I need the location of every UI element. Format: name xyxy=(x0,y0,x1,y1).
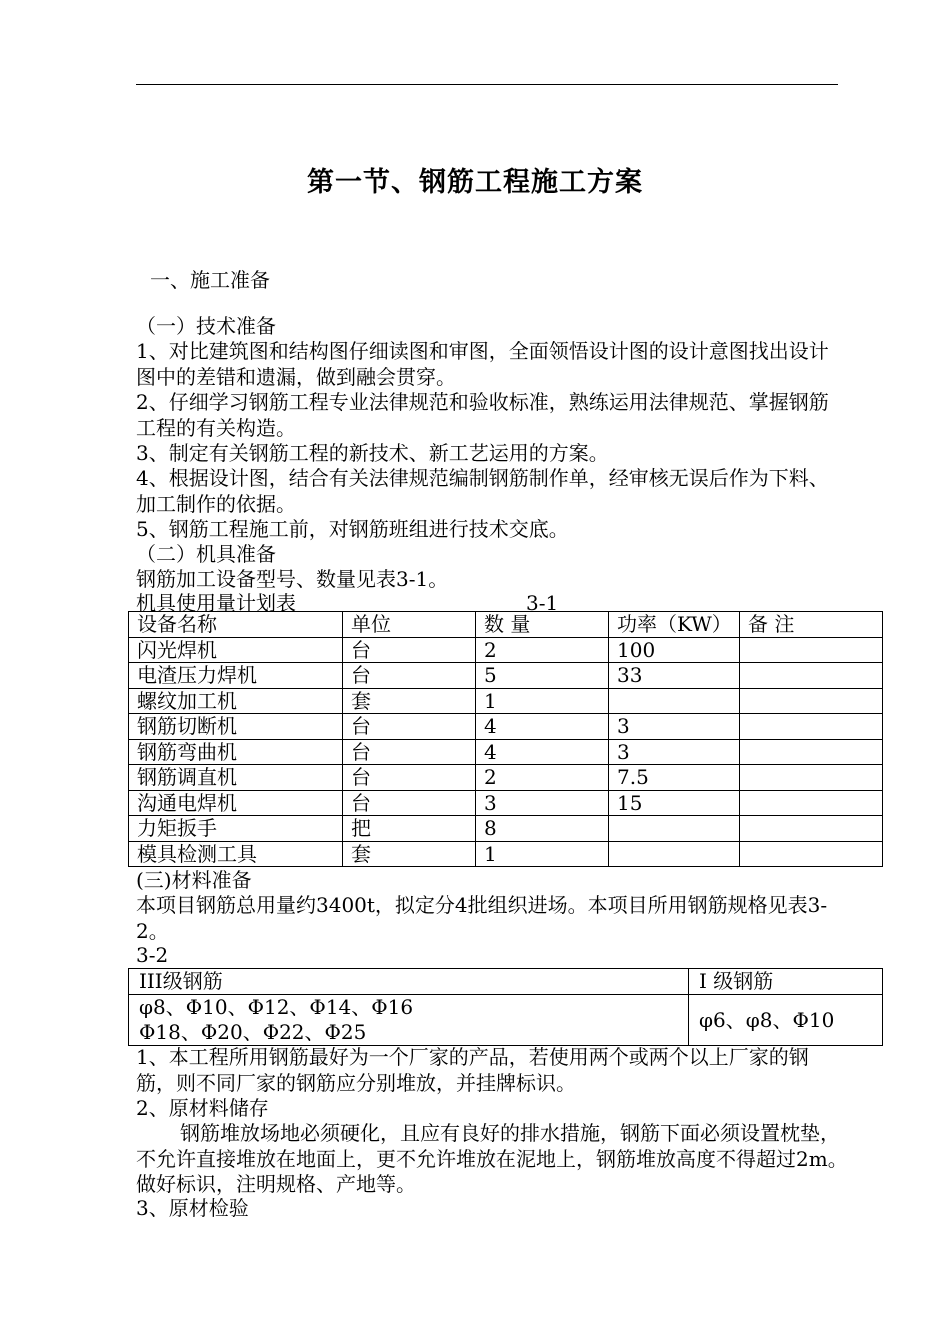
table-cell xyxy=(609,688,740,714)
table-row xyxy=(129,637,883,663)
table-row xyxy=(129,663,883,689)
table-cell: 2 xyxy=(476,765,609,791)
table-cell xyxy=(740,637,883,663)
page-title: 第一节、钢筋工程施工方案 xyxy=(307,167,643,198)
table-cell: 电渣压力焊机 xyxy=(129,663,343,689)
table-cell xyxy=(740,739,883,765)
table-header-row xyxy=(129,612,883,638)
table-row xyxy=(129,969,883,995)
table-cell: 套 xyxy=(343,841,476,867)
table-cell: 把 xyxy=(343,816,476,842)
table-header-cell: 备 注 xyxy=(740,612,883,638)
table-row xyxy=(129,714,883,740)
table-cell: 5 xyxy=(476,663,609,689)
tech-item-4: 4、根据设计图，结合有关法律规范编制钢筋制作单，经审核无误后作为下料、加工制作的依据。 xyxy=(136,466,829,516)
machinery-intro: 钢筋加工设备型号、数量见表3-1。 xyxy=(136,567,449,591)
table-cell: 3 xyxy=(609,714,740,740)
material-item-2-body: 钢筋堆放场地必须硬化，且应有良好的排水措施，钢筋下面必须设置枕垫，不允许直接堆放在地面上，更不允许堆放在泥地上，钢筋堆放高度不得超过2m。做好标识，注明规格、产地等。 xyxy=(136,1121,848,1196)
table-cell: 3 xyxy=(609,739,740,765)
table-header-cell: 功率（KW） xyxy=(609,612,740,638)
table-cell: 沟通电焊机 xyxy=(129,790,343,816)
rebar-spec-table xyxy=(128,968,883,1046)
table-cell: 台 xyxy=(343,765,476,791)
table-cell: 螺纹加工机 xyxy=(129,688,343,714)
table-cell xyxy=(740,663,883,689)
table-cell xyxy=(609,816,740,842)
material-item-1: 1、本工程所用钢筋最好为一个厂家的产品，若使用两个或两个以上厂家的钢筋，则不同厂家的钢筋应分别堆放，并挂牌标识。 xyxy=(136,1045,809,1095)
table-cell: 2 xyxy=(476,637,609,663)
table1-number: 3-1 xyxy=(526,591,559,615)
table-cell: 台 xyxy=(343,790,476,816)
spec-line: φ8、Φ10、Φ12、Φ14、Φ16 xyxy=(139,994,414,1019)
table-cell: 100 xyxy=(609,637,740,663)
table-cell: 模具检测工具 xyxy=(129,841,343,867)
table-cell: 钢筋切断机 xyxy=(129,714,343,740)
table-cell: 33 xyxy=(609,663,740,689)
table2-number: 3-2 xyxy=(136,943,169,967)
table-cell: 4 xyxy=(476,714,609,740)
subheading-material: (三)材料准备 xyxy=(136,868,252,892)
material-item-2-heading: 2、原材料储存 xyxy=(136,1096,269,1120)
table-cell xyxy=(740,714,883,740)
table-row xyxy=(129,688,883,714)
table-row xyxy=(129,816,883,842)
table-cell: 8 xyxy=(476,816,609,842)
table-cell xyxy=(740,816,883,842)
tech-item-5: 5、钢筋工程施工前，对钢筋班组进行技术交底。 xyxy=(136,517,569,541)
table-cell: 钢筋弯曲机 xyxy=(129,739,343,765)
table-cell: φ6、φ8、Φ10 xyxy=(689,994,883,1045)
table-header-cell: 设备名称 xyxy=(129,612,343,638)
table-cell: 套 xyxy=(343,688,476,714)
table-cell xyxy=(740,841,883,867)
table-cell: 1 xyxy=(476,688,609,714)
table-row xyxy=(129,739,883,765)
material-item-3-heading: 3、原材检验 xyxy=(136,1196,249,1220)
table-header-cell: I 级钢筋 xyxy=(689,969,883,995)
table1-caption: 机具使用量计划表 xyxy=(136,591,296,615)
subheading-technical: （一）技术准备 xyxy=(136,314,276,338)
table-header-cell: III级钢筋 xyxy=(129,969,689,995)
tech-item-3: 3、制定有关钢筋工程的新技术、新工艺运用的方案。 xyxy=(136,441,609,465)
table-header-cell: 数 量 xyxy=(476,612,609,638)
table-cell xyxy=(740,790,883,816)
table-cell: 4 xyxy=(476,739,609,765)
equipment-table xyxy=(128,611,883,867)
table-cell xyxy=(740,765,883,791)
table-header-cell: 单位 xyxy=(343,612,476,638)
table-cell: 台 xyxy=(343,739,476,765)
material-intro: 本项目钢筋总用量约3400t，拟定分4批组织进场。本项目所用钢筋规格见表3-2。 xyxy=(136,893,828,943)
table-cell: 台 xyxy=(343,663,476,689)
table-cell: 7.5 xyxy=(609,765,740,791)
table-cell xyxy=(740,688,883,714)
table-cell: 3 xyxy=(476,790,609,816)
table-cell: 台 xyxy=(343,714,476,740)
table-cell: 台 xyxy=(343,637,476,663)
tech-item-1: 1、对比建筑图和结构图仔细读图和审图，全面领悟设计图的设计意图找出设计图中的差错和遗漏，做到融会贯穿。 xyxy=(136,339,829,389)
table-row xyxy=(129,790,883,816)
subheading-machinery: （二）机具准备 xyxy=(136,542,276,566)
table-cell: 1 xyxy=(476,841,609,867)
table-cell xyxy=(609,841,740,867)
table-cell: 闪光焊机 xyxy=(129,637,343,663)
table-cell: 15 xyxy=(609,790,740,816)
table-row xyxy=(129,841,883,867)
table-cell xyxy=(129,994,689,1045)
table-row xyxy=(129,994,883,1045)
table-cell: 钢筋调直机 xyxy=(129,765,343,791)
spec-line: Φ18、Φ20、Φ22、Φ25 xyxy=(139,1019,367,1044)
header-rule xyxy=(136,84,838,85)
section-heading-preparation: 一、施工准备 xyxy=(150,268,270,292)
tech-item-2: 2、仔细学习钢筋工程专业法律规范和验收标准，熟练运用法律规范、掌握钢筋工程的有关构造。 xyxy=(136,390,829,440)
table-cell: 力矩扳手 xyxy=(129,816,343,842)
table-row xyxy=(129,765,883,791)
